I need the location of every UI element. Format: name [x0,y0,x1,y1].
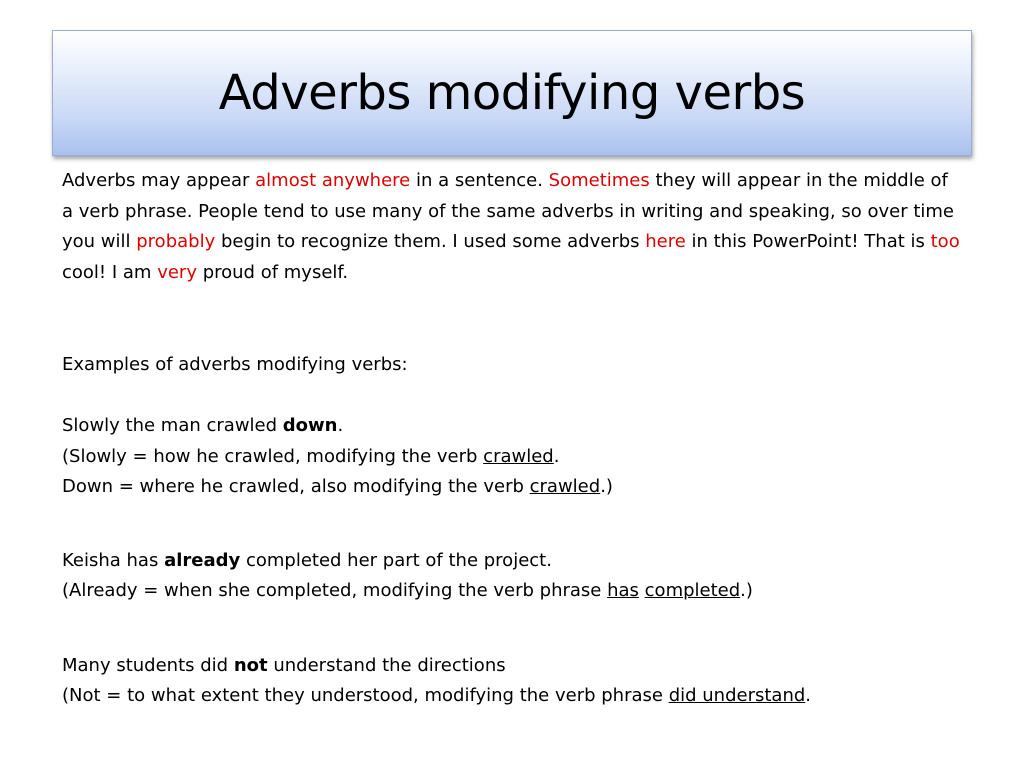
example-sentence: Slowly the man crawled down. [62,415,344,436]
slide-title: Adverbs modifying verbs [218,65,806,121]
intro-paragraph: Adverbs may appear almost anywhere in a sentence. Sometimes they will appear in the middle of a verb phrase. People tend to use many of the same adverbs in writing and speaking, so over time you will probably begin to recognize them. I used some adverbs here in this PowerPoint! That is too cool! I am very proud of myself. [62,170,960,283]
example-sentence: Many students did not understand the directions [62,654,506,676]
example-explanation: Down = where he crawled, also modifying the verb crawled.) [62,476,613,497]
adverb-highlight: too [930,231,960,252]
example-explanation: (Not = to what extent they understood, modifying the verb phrase did understand. [62,685,812,706]
adverb-bold: already [164,549,241,571]
adverb-highlight: here [645,231,686,252]
adverb-highlight: almost anywhere [255,170,411,191]
verb-underlined: crawled [483,445,554,467]
example-2 [62,546,962,607]
slide-body [62,166,962,712]
adverb-highlight: probably [136,231,216,252]
adverb-highlight: very [157,261,197,283]
verb-underlined: crawled [529,476,601,497]
adverb-bold: down [282,415,338,436]
verb-underlined: has [607,580,639,601]
example-1 [62,411,962,503]
example-3 [62,651,962,712]
verb-underlined: completed [644,580,741,601]
adverb-bold: not [233,654,268,676]
adverb-highlight: Sometimes [548,170,650,191]
example-explanation: (Slowly = how he crawled, modifying the verb crawled. [62,445,560,467]
example-sentence: Keisha has already completed her part of the project. [62,549,552,571]
examples-heading: Examples of adverbs modifying verbs: [62,354,408,375]
example-explanation: (Already = when she completed, modifying the verb phrase has completed.) [62,580,753,601]
verb-underlined: did understand [668,685,806,706]
title-placeholder [52,30,972,156]
